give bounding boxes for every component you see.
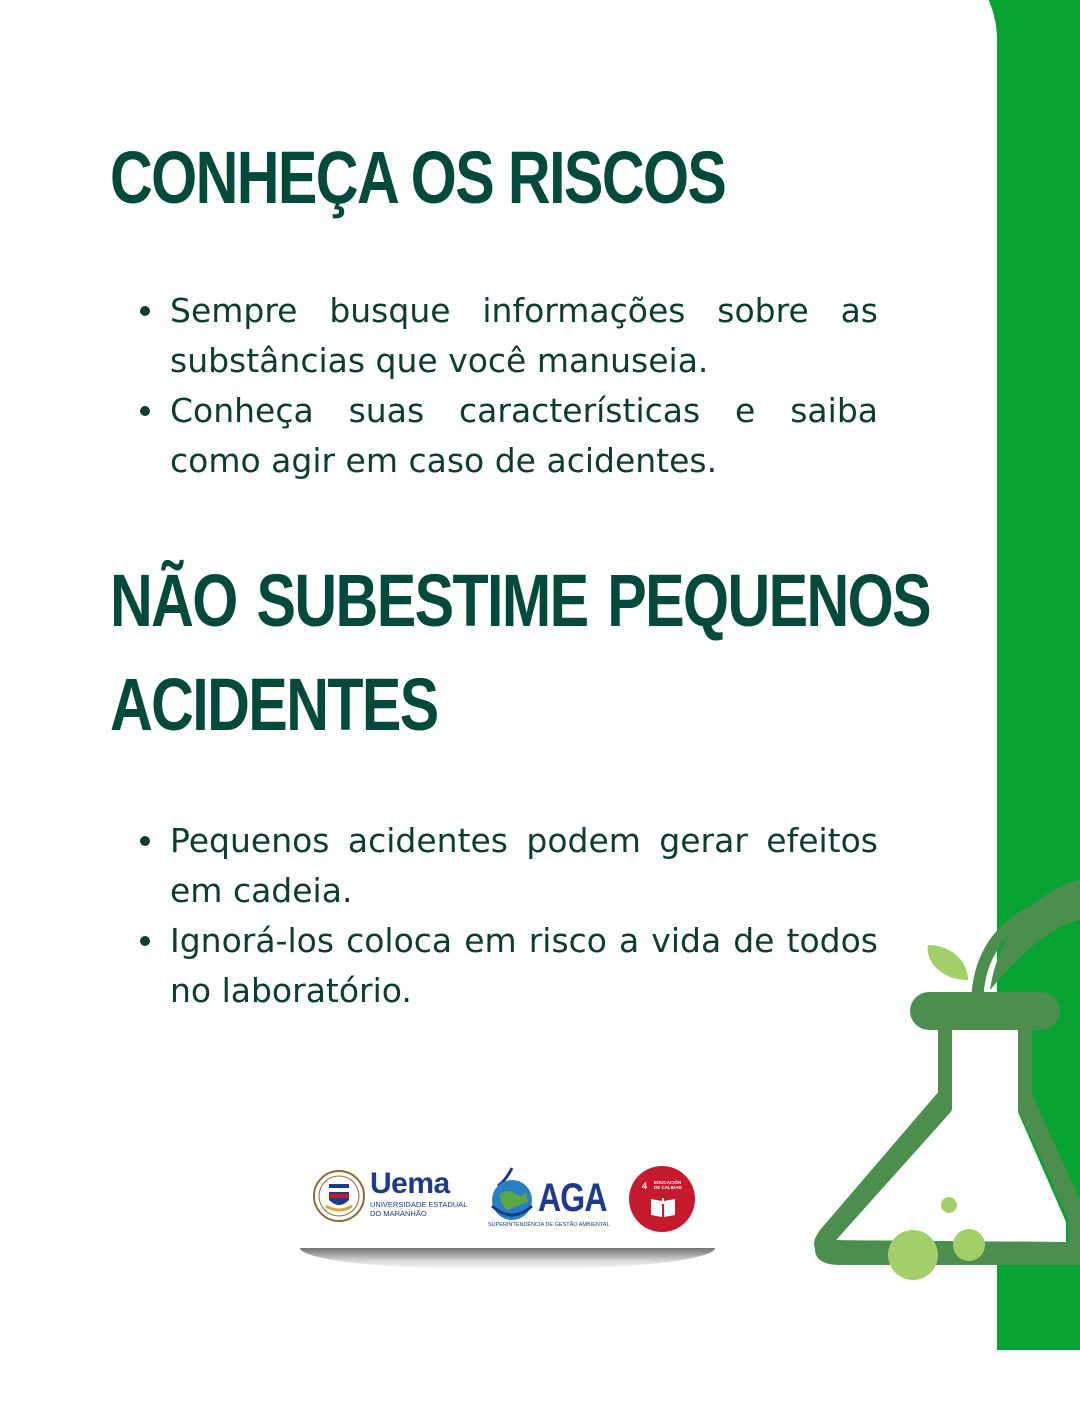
section-1-bullet-list [110,286,878,486]
list-item: Ignorá-los coloca em risco a vida de todos no laboratório. [110,916,878,1016]
sprout-leaf-small [928,945,968,980]
partner-logo-bar [300,1158,715,1248]
section-2-title: NÃO SUBESTIME PEQUENOS ACIDENTES [110,559,930,746]
sdg-label: EDUCACIÓN DE CALIDAD [654,1180,682,1190]
bubble-medium [953,1229,985,1261]
uema-logo-name: Uema [370,1167,450,1200]
list-item: Sempre busque informações sobre as substâncias que você manuseia. [110,286,878,386]
section-1-title: CONHEÇA OS RISCOS [110,136,726,219]
list-item: Conheça suas características e saiba como agir em caso de acidentes. [110,386,878,486]
section-2-bullet-list [110,816,878,1016]
sdg-number: 4 [642,1181,648,1191]
university-seal-icon [312,1166,366,1230]
list-item: Pequenos acidentes podem gerar efeitos em cadeia. [110,816,878,916]
aga-logo [486,1164,610,1234]
uema-logo-line-2: DO MARANHÃO [370,1209,427,1218]
aga-logo-subtitle: SUPERINTENDÊNCIA DE GESTÃO AMBIENTAL [488,1222,610,1228]
flask-rim [910,992,1060,1030]
bubble-small [941,1197,957,1213]
bubble-large [888,1230,938,1280]
book-icon [649,1196,677,1218]
sdg-4-badge [629,1166,695,1232]
uema-logo [370,1168,467,1218]
uema-logo-line-1: UNIVERSIDADE ESTADUAL [370,1200,468,1209]
globe-drop-icon [486,1166,538,1222]
aga-logo-name: AGA [538,1176,607,1220]
